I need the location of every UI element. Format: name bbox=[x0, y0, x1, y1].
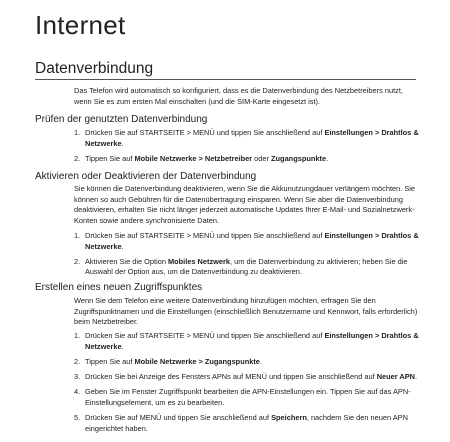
step-item bbox=[74, 154, 419, 165]
heading-rule bbox=[35, 79, 416, 80]
section-heading: Datenverbindung bbox=[35, 60, 154, 77]
ui-label-text: Einstellungen > Drahtlos & Netzwerke bbox=[85, 128, 419, 148]
step-item bbox=[74, 257, 419, 278]
step-text: . bbox=[415, 371, 418, 381]
step-number: 2. bbox=[74, 153, 81, 163]
step-item bbox=[74, 128, 419, 149]
step-text: Tippen Sie auf bbox=[85, 356, 135, 366]
step-text: . bbox=[121, 241, 124, 251]
step-number: 2. bbox=[74, 256, 81, 266]
step-text: . bbox=[259, 356, 262, 366]
step-text: Aktivieren Sie die Option bbox=[85, 256, 168, 266]
ui-label-text: Einstellungen > Drahtlos & Netzwerke bbox=[85, 231, 419, 251]
step-text: . bbox=[326, 153, 329, 163]
check-heading: Prüfen der genutzten Datenverbindung bbox=[35, 114, 208, 125]
ui-label-text: Einstellungen > Drahtlos & Netzwerke bbox=[85, 331, 419, 351]
step-text: . bbox=[121, 341, 124, 351]
step-text: Drücken Sie auf STARTSEITE > MENÜ und tippen Sie anschließend auf bbox=[85, 331, 325, 340]
step-item bbox=[74, 331, 419, 352]
toggle-intro: Sie können die Datenverbindung deaktivieren, wenn Sie die Akkunutzungdauer verlängern möchten. Sie können so auch Gebühren für die Datenübertragung einsparen. Wenn Sie aber die Datenverbindung deaktivieren, erhalten Sie nicht länger jederzeit automatische Updates Ihrer E-Mail- und Sozialnetzwerk-Konten sowie andere synchronisierte Daten. bbox=[74, 184, 416, 225]
step-text: , nachdem Sie den neuen APN eingerichtet haben. bbox=[85, 412, 408, 433]
check-steps bbox=[74, 128, 419, 169]
step-item bbox=[74, 357, 419, 368]
step-text: Drücken Sie auf STARTSEITE > MENÜ und tippen Sie anschließend auf bbox=[85, 231, 325, 240]
step-item bbox=[74, 413, 419, 434]
step-text: . bbox=[121, 138, 124, 148]
step-number: 1. bbox=[74, 231, 81, 240]
ui-label-text: Speichern bbox=[271, 412, 307, 422]
step-item bbox=[74, 231, 419, 252]
step-text: Drücken Sie auf MENÜ und tippen Sie anschließend auf bbox=[85, 412, 272, 422]
step-text: Drücken Sie bei Anzeige des Fensters APNs auf MENÜ und tippen Sie anschließend auf bbox=[85, 371, 377, 381]
step-text: , um die Datenverbindung zu aktivieren; heben Sie die Auswahl der Option aus, um die Datenverbindung zu deaktivieren. bbox=[85, 256, 408, 277]
step-number: 2. bbox=[74, 356, 81, 366]
step-item bbox=[74, 372, 419, 383]
newap-heading: Erstellen eines neuen Zugriffspunktes bbox=[35, 282, 203, 293]
page-title: Internet bbox=[35, 10, 126, 40]
ui-label-text: Mobiles Netzwerk bbox=[167, 256, 231, 266]
step-text: Drücken Sie auf STARTSEITE > MENÜ und tippen Sie anschließend auf bbox=[85, 128, 325, 137]
ui-label-text: Mobile Netzwerke > Netzbetreiber bbox=[134, 153, 253, 163]
newap-steps bbox=[74, 331, 419, 439]
step-number: 4. bbox=[74, 387, 81, 397]
ui-label-text: Neuer APN bbox=[376, 371, 416, 381]
step-number: 5. bbox=[74, 412, 81, 422]
step-text: Geben Sie im Fenster Zugriffspunkt bearbeiten die APN-Einstellungen ein. Tippen Sie auf das APN-Einstellungselement, um es zu bearbeiten. bbox=[85, 387, 411, 407]
step-text: Tippen Sie auf bbox=[85, 153, 135, 163]
toggle-heading: Aktivieren oder Deaktivieren der Datenverbindung bbox=[35, 171, 257, 182]
step-number: 1. bbox=[74, 128, 81, 137]
ui-label-text: Mobile Netzwerke > Zugangspunkte bbox=[134, 356, 260, 366]
ui-label-text: Zugangspunkte bbox=[271, 153, 327, 163]
step-number: 1. bbox=[74, 331, 81, 340]
toggle-steps bbox=[74, 231, 419, 283]
step-number: 3. bbox=[74, 371, 81, 381]
section-intro: Das Telefon wird automatisch so konfiguriert, dass es die Datenverbindung des Netzbetreibers nutzt, wenn Sie es zum ersten Mal einschalten (und die SIM-Karte eingesetzt ist). bbox=[74, 86, 403, 106]
step-text: oder bbox=[252, 153, 272, 163]
step-item bbox=[74, 387, 419, 408]
newap-intro: Wenn Sie dem Telefon eine weitere Datenverbindung hinzufügen möchten, erfragen Sie den Zugriffspunktnamen und die Einstellungen (einschließlich Benutzername und Kennwort, falls erforderlich) beim Netzbetreiber. bbox=[74, 296, 418, 327]
